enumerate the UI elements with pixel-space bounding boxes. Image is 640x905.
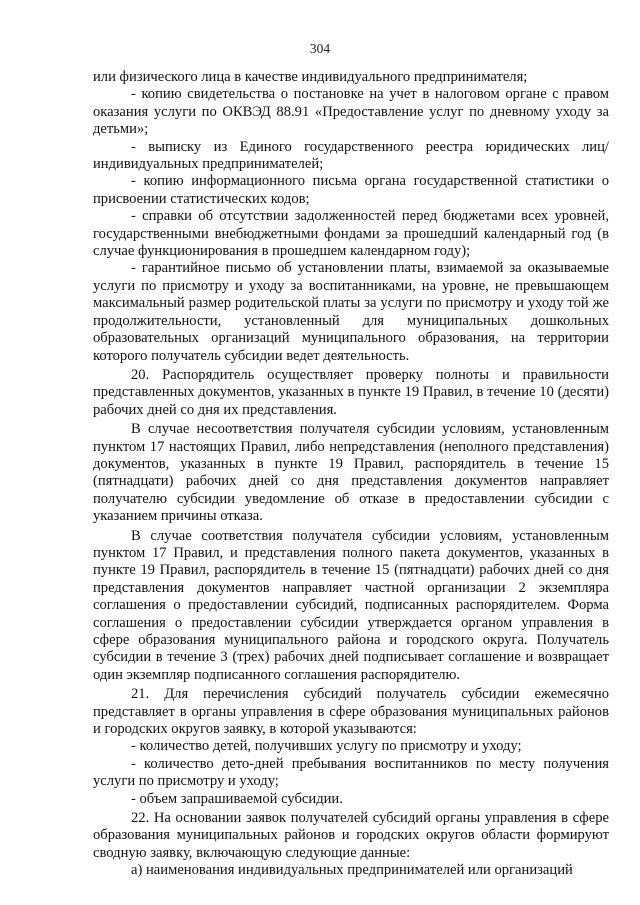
paragraph-agreement: В случае соответствия получателя субсидии условиям, установленным пунктом 17 Правил, и представления полного пакета документов, указанных в пункте 19 Правил, распорядитель в течение 15 (пятнадцати) рабочих дней со дня представления документов направляет частной организации 2 экземпляра соглашения о предоставлении субсидий, подписанных распорядителем. Форма соглашения о предоставлении субсидии утверждается органом управления в сфере образования муниципального района и городского округа. Получатель субсидии в течение 3 (трех) рабочих дней подписывает соглашение и возвращает один экземпляр подписанного соглашения распорядителю. <box>93 527 609 683</box>
document-body <box>93 69 609 880</box>
page-number: 304 <box>309 41 331 56</box>
list-item-child-days: - количество дето-дней пребывания воспитанников по месту получения услуги по присмотру и уходу; <box>93 755 609 790</box>
list-item-tax-certificate: - копию свидетельства о постановке на учет в налоговом органе с правом оказания услуги по ОКВЭД 88.91 «Предоставление услуг по дневному уходу за детьми»; <box>93 86 609 138</box>
list-item-children-count: - количество детей, получивших услугу по присмотру и уходу; <box>131 738 522 755</box>
list-item-subsidy-amount: - объем запрашиваемой субсидии. <box>131 790 343 807</box>
list-item-statistics-letter: - копию информационного письма органа государственной статистики о присвоении статистических кодов; <box>93 173 609 207</box>
paragraph-20: 20. Распорядитель осуществляет проверку полноты и правильности представленных документов, указанных в пункте 19 Правил, в течение 10 (десяти) рабочих дней со дня их представления. <box>93 366 609 418</box>
list-item-debt-certificates: - справки об отсутствии задолженностей перед бюджетами всех уровней, государственными внебюджетными фондами за прошедший календарный год (в случае функционирования в прошедшем календарном году); <box>93 208 609 260</box>
paragraph-refusal: В случае несоответствия получателя субсидии условиям, установленным пунктом 17 настоящих Правил, либо непредставления (неполного представления) документов, указанных в пункте 19 Правил, распорядитель в течение 15 (пятнадцати) рабочих дней со дня представления документов направляет получателю субсидии уведомление об отказе в предоставлении субсидии с указанием причины отказа. <box>93 421 609 525</box>
list-item-a-names: а) наименования индивидуальных предпринимателей или организаций <box>131 862 573 879</box>
paragraph-22: 22. На основании заявок получателей субсидий органы управления в сфере образования муниципальных районов и городских округов области формируют сводную заявку, включающую следующие данные: <box>93 810 609 861</box>
paragraph-21: 21. Для перечисления субсидий получатель субсидии ежемесячно представляет в органы управления в сфере образования муниципальных районов и городских округов заявку, в которой указываются: <box>93 686 609 738</box>
list-item-guarantee-letter: - гарантийное письмо об установлении платы, взимаемой за оказываемые услуги по присмотру и уходу за воспитанниками, на уровне, не превышающем максимальный размер родительской платы за услуги по присмотру и уходу той же продолжительности, установленный для муниципальных дошкольных образовательных организаций муниципального образования, на территории которого получатель субсидии ведет деятельность. <box>93 260 609 364</box>
paragraph-continuation: или физического лица в качестве индивидуального предпринимателя; <box>93 69 528 85</box>
list-item-registry-extract: - выписку из Единого государственного реестра юридических лиц/индивидуальных предпринимателей; <box>93 138 609 173</box>
